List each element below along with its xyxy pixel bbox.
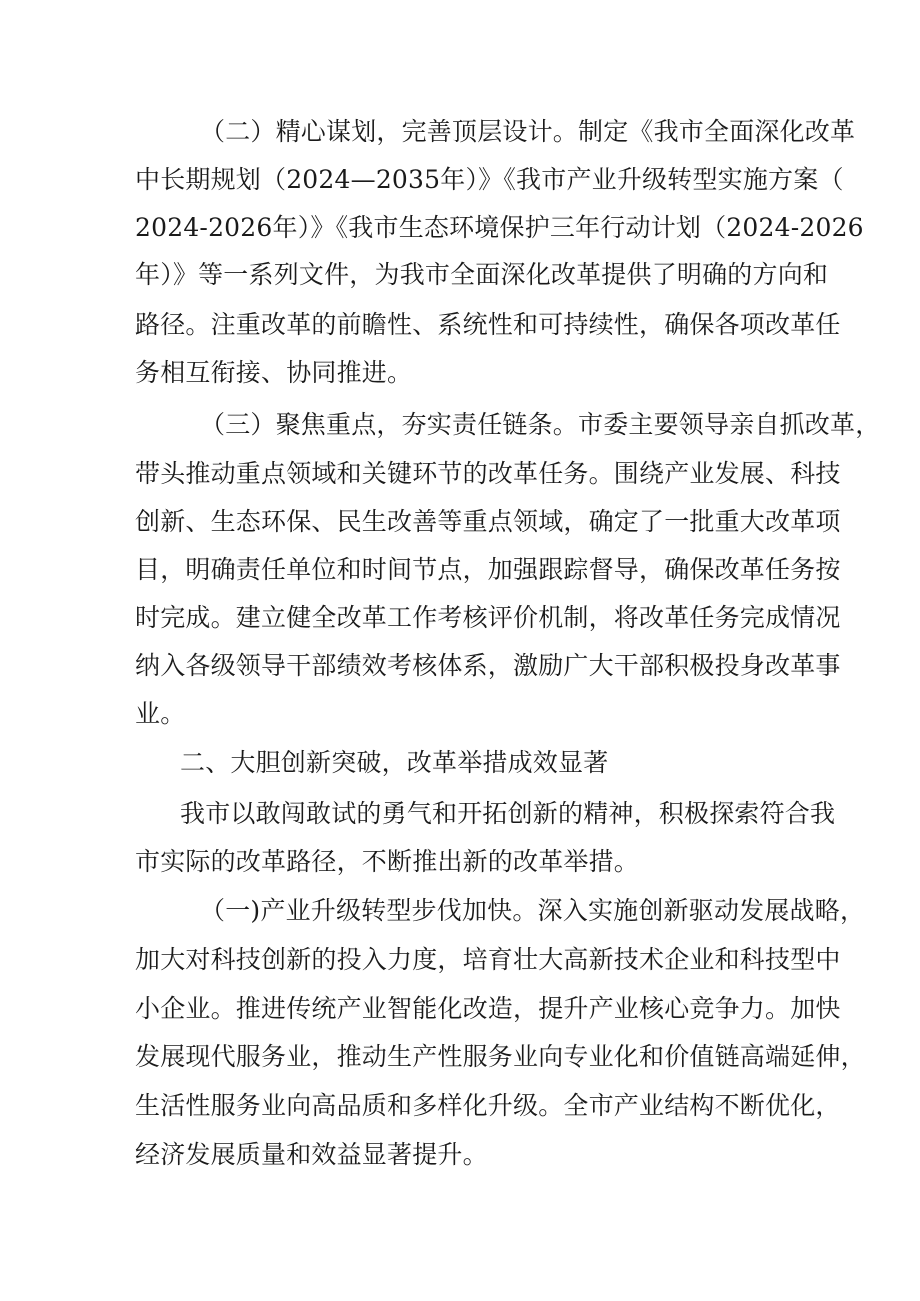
- text-line: 路径。注重改革的前瞻性、系统性和可持续性，确保各项改革任: [135, 310, 841, 339]
- text-line: 生活性服务业向高品质和多样化升级。全市产业结构不断优化，: [135, 1091, 841, 1120]
- text-line: 创新、生态环保、民生改善等重点领域，确定了一批重大改革项: [135, 507, 841, 536]
- text-line: 目，明确责任单位和时间节点，加强跟踪督导，确保改革任务按: [135, 555, 841, 584]
- section-heading: 二、大胆创新突破，改革举措成效显著: [180, 748, 609, 777]
- text-line: （一)产业升级转型步伐加快。深入实施创新驱动发展战略，: [200, 896, 866, 925]
- text-line: 市实际的改革路径，不断推出新的改革举措。: [135, 847, 640, 876]
- text-line: 业。: [135, 699, 186, 728]
- text-line: 带头推动重点领域和关键环节的改革任务。围绕产业发展、科技: [135, 459, 841, 488]
- text-line: 发展现代服务业，推动生产性服务业向专业化和价值链高端延伸，: [135, 1042, 866, 1071]
- text-line: 2024-2026年）》《我市生态环境保护三年行动计划（2024-2026: [135, 213, 864, 242]
- text-line: 小企业。推进传统产业智能化改造，提升产业核心竞争力。加快: [135, 994, 841, 1023]
- text-line: 经济发展质量和效益显著提升。: [135, 1140, 488, 1169]
- text-line: （二）精心谋划，完善顶层设计。制定《我市全面深化改革: [200, 117, 856, 146]
- text-line: 我市以敢闯敢试的勇气和开拓创新的精神，积极探索符合我: [180, 799, 836, 828]
- text-line: 年）》等一系列文件，为我市全面深化改革提供了明确的方向和: [135, 260, 829, 289]
- text-line: 加大对科技创新的投入力度，培育壮大高新技术企业和科技型中: [135, 945, 841, 974]
- text-line: 中长期规划（2024—2035年）》《我市产业升级转型实施方案（: [135, 165, 844, 194]
- text-line: （三）聚焦重点，夯实责任链条。市委主要领导亲自抓改革，: [200, 410, 881, 439]
- text-line: 时完成。建立健全改革工作考核评价机制，将改革任务完成情况: [135, 603, 841, 632]
- text-line: 纳入各级领导干部绩效考核体系，激励广大干部积极投身改革事: [135, 651, 841, 680]
- text-line: 务相互衔接、协同推进。: [135, 358, 413, 387]
